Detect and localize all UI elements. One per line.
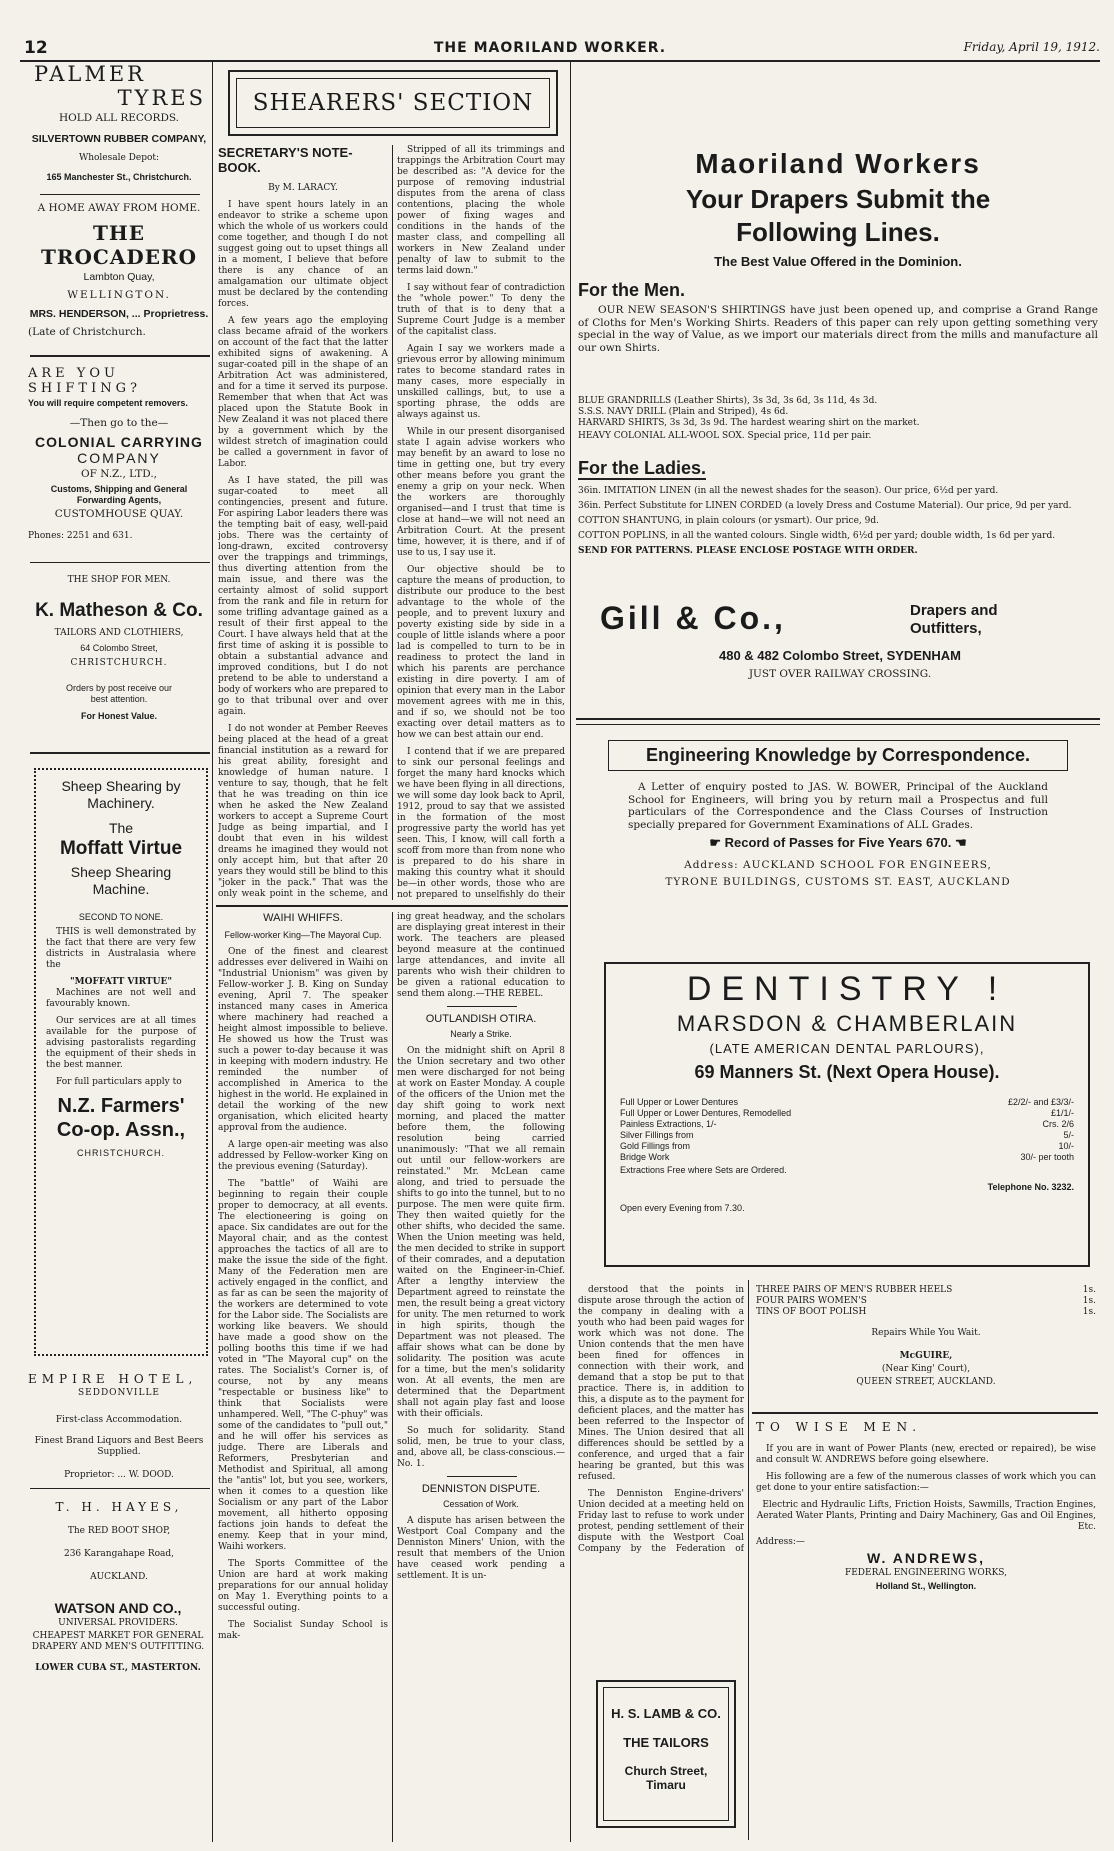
price-row	[620, 1119, 1074, 1130]
colonial-carrying-ad	[28, 366, 210, 556]
empire-line1: First-class Accommodation.	[55, 1415, 183, 1425]
price-row	[620, 1097, 1074, 1108]
price-value: 5/-	[1063, 1130, 1074, 1140]
hayes-ad	[28, 1500, 210, 1590]
maoriland-sub: The Best Value Offered in the Dominion.	[714, 254, 962, 269]
mcguire-ad	[756, 1285, 1096, 1405]
colonial-phones: Phones: 2251 and 631.	[28, 530, 133, 541]
watson-line2: CHEAPEST MARKET FOR GENERAL DRAPERY AND MEN'S OUTFITTING.	[31, 1631, 205, 1652]
otira-para: On the midnight shift on April 8 the Union secretary and two other men were discharged for not being at work on Easter Monday. A couple of the officers of the Union met the day shift going to work next morning, and placed the matter before them, the following resolution being carried unanimously: "That we all remain out until our fellow-workers are reinstated." Mr. McLean came along, and tried to persuade the shifts to go into the tunnel, but to no purpose. The men were quite firm. They then waited quietly for the other shifts, who decided the same. When the Union meeting was held, the men decided to strike in support of their comrades, and a deputation waited on the Engineer-in-Chief. After a lengthy interview the Department agreed to reinstate the men, the result being a great victory for unity. The men returned to work in high spirits, though the Department was not pleased. The affair shows what can be done by solidarity. The position was acute for a time, but the men's solidarity won. At all events, the men are determined that the Department shall not again play fast and loose with their officials.	[397, 1046, 565, 1419]
price-row	[620, 1152, 1074, 1163]
andrews-body3: Electric and Hydraulic Lifts, Friction Hoists, Sawmills, Traction Engines, Aerated Water Plants, Printing and Dairy Machinery, Gas and Oil Engines, Etc.	[756, 1500, 1096, 1532]
dentistry-title: DENTISTRY !	[686, 970, 1008, 1008]
divider	[30, 355, 210, 357]
ladies-item: COTTON POPLINS, in all the wanted colours. Single width, 6½d per yard; double width, 1s 6d per yard.	[578, 531, 1056, 541]
watson-line3: LOWER CUBA ST., MASTERTON.	[35, 1663, 201, 1673]
mcguire-item: TINS OF BOOT POLISH	[756, 1307, 867, 1317]
divider	[30, 562, 210, 563]
moffatt-second: SECOND TO NONE.	[78, 912, 164, 922]
lamb-ad	[596, 1680, 736, 1828]
ladies-item: 36in. IMITATION LINEN (in all the newest shades for the season). Our price, 6½d per yard.	[578, 486, 999, 496]
andrews-works: FEDERAL ENGINEERING WORKS,	[844, 1568, 1007, 1578]
maoriland-headline1: Your Drapers Submit the	[685, 184, 991, 214]
price-value: £1/1/-	[1050, 1108, 1074, 1118]
ladies-item: SEND FOR PATTERNS. PLEASE ENCLOSE POSTAGE WITH ORDER.	[578, 546, 918, 556]
denniston-title: DENNISTON DISPUTE.	[421, 1483, 541, 1495]
price-item: Gold Fillings from	[620, 1141, 691, 1151]
matheson-address: 64 Colombo Street,	[80, 643, 158, 653]
otira-subtitle: Nearly a Strike.	[450, 1029, 512, 1039]
moffatt-line1: Sheep Shearing by Machinery.	[61, 778, 181, 811]
matheson-orders: Orders by post receive our best attention.	[65, 683, 173, 704]
andrews-ad	[756, 1420, 1096, 1840]
engineering-record-text: Record of Passes for Five Years 670.	[724, 835, 952, 850]
men-items	[578, 396, 1098, 454]
divider	[30, 1488, 210, 1489]
waihi-para: One of the finest and clearest addresses ever delivered in Waihi on "Industrial Unionism" was given by Fellow-worker J. B. King on Sunday evening, April 7. The speaker instanced many cases in America where machinery had reached a height almost impossible to believe. He showed us how the Trust was such a power to-day because it was in keeping with modern industry. He reminded the number of accomplished in America to the highest in the world. He explained in detail the working of the new organisation, which elicited hearty approval from the audience.	[218, 947, 388, 1133]
dentistry-free: Extractions Free where Sets are Ordered.	[620, 1165, 787, 1175]
men-item: BLUE GRANDRILLS (Leather Shirts), 3s 3d, 3s 6d, 3s 11d, 4s 3d.	[578, 396, 878, 406]
engineering-title-frame	[608, 740, 1068, 771]
notebook-para: Our objective should be to capture the means of production, to distribute our produce to the best advantage to the whole of the people, and to prevent luxury and poverty existing side by side in a couple of little islands where a poor lad is compelled to turn to be in readiness to protect the land in which his parents are perchance existing in dire poverty. I am of opinion that every man in the Labor movement agrees with me in this, and if so, we should not be too exacting over detail matters as to how we can best attain our end.	[397, 565, 565, 740]
hayes-line1: The RED BOOT SHOP,	[67, 1526, 171, 1536]
mcguire-row	[756, 1285, 1096, 1296]
moffatt-body2: Machines are not well and favourably known.	[46, 988, 196, 1009]
lamb-line2: THE TAILORS	[623, 1735, 709, 1750]
palmer-line2: TYRES	[117, 86, 206, 110]
trocadero-ad	[28, 202, 210, 352]
mcguire-row	[756, 1296, 1096, 1307]
moffatt-nz2: Co-op. Assn.,	[56, 1119, 186, 1141]
gill-address: 480 & 482 Colombo Street, SYDENHAM	[718, 648, 961, 663]
hayes-line3: AUCKLAND.	[90, 1572, 148, 1582]
trocadero-proprietress: MRS. HENDERSON, ... Proprietress.	[29, 307, 209, 320]
column-rule	[570, 62, 571, 1842]
matheson-name: K. Matheson & Co.	[35, 600, 203, 621]
waihi-otira-denniston-right	[397, 912, 565, 1842]
price-item: Full Upper or Lower Dentures, Remodelled	[620, 1108, 792, 1118]
price-row	[620, 1108, 1074, 1119]
pointing-hand-icon: ☚	[951, 835, 967, 850]
price-row	[620, 1130, 1074, 1141]
denniston-subtitle: Cessation of Work.	[443, 1499, 519, 1509]
engineering-address2: TYRONE BUILDINGS, CUSTOMS ST. EAST, AUCKLAND	[665, 875, 1011, 888]
dentistry-telephone: Telephone No. 3232.	[987, 1182, 1074, 1192]
watson-line1: UNIVERSAL PROVIDERS.	[58, 1618, 178, 1628]
notebook-para: As I have stated, the pill was sugar-coated to meet all contingencies, present and future. For aspiring Labor leaders there was the tempting bait of easy, well-paid jobs. There was the certainty of long-drawn, excited controversy over the trappings and trimmings, thus diverting attention from the main issue, and there was the certainty almost of solid support from the rank and file in return for some trifling advantage gained as a result of their first appeal to the Court. I have always held that at the first time of asking it is possible to obtain a substantial advance and improved conditions, but I do not pretend to be able to understand a body of workers who are prepared to go to that tribunal over and over again.	[218, 476, 388, 717]
gill-trade2: Outfitters,	[910, 620, 982, 637]
shearers-banner: SHEARERS' SECTION	[236, 78, 550, 128]
palmer-line4: SILVERTOWN RUBBER COMPANY,	[31, 132, 207, 145]
secretary-notebook-left	[218, 145, 388, 900]
moffatt-body1: THIS is well demonstrated by the fact that there are very few districts in Australasia where the	[46, 927, 196, 970]
palmer-line5: Wholesale Depot:	[78, 153, 160, 163]
notebook-para: A few years ago the employing class became afraid of the workers on account of the fact that the latter exhibited signs of awakening. A sugar-coated pill in the shape of an Arbitration Act was administered, and for a time it served its purpose. Remember that when that Act was placed upon the Statute Book in New Zealand it was not placed there by a government which by the wildest stretch of imagination could be called a government in favor of Labor.	[218, 316, 388, 469]
notebook-para: While in our present disorganised state I again advise workers who may benefit by an award to lose no time in getting one, but try every other means before you grant the enemy a grip on your neck. When the workers are thoroughly organised—and I trust that time is close at hand—we will not need an Arbitration Court. At the present time, however, it is there, and if of use to us, I say use it.	[397, 427, 565, 558]
ladies-items	[578, 486, 1098, 596]
lamb-line1: H. S. LAMB & CO.	[611, 1706, 721, 1721]
column-rule	[748, 1280, 749, 1840]
pointing-hand-icon: ☛	[709, 835, 725, 850]
trocadero-address1: Lambton Quay,	[83, 270, 155, 283]
notebook-para: Again I say we workers made a grievous error by allowing minimum rates to become standard rates in many cases, more especially in unskilled callings, but, to use a sporting phrase, the odds are always against us.	[397, 344, 565, 420]
mcguire-item: THREE PAIRS OF MEN'S RUBBER HEELS	[756, 1285, 953, 1295]
andrews-name: W. ANDREWS,	[867, 1550, 985, 1566]
empire-place: SEDDONVILLE	[78, 1388, 160, 1398]
watson-ad	[24, 1600, 212, 1700]
divider	[447, 1476, 517, 1477]
shifting-then: —Then go to the—	[69, 417, 169, 429]
engineering-body: A Letter of enquiry posted to JAS. W. BOWER, Principal of the Auckland School for Engineers, will bring you by return mail a Prospectus and full particulars of the Correspondence and the Class Courses of Instruction specially prepared for Government Examinations of ALL Grades.	[628, 781, 1048, 831]
colonial-quay: CUSTOMHOUSE QUAY.	[54, 508, 184, 520]
mcguire-place: (Near King' Court),	[881, 1364, 971, 1374]
divider	[576, 724, 1100, 725]
price-item: Bridge Work	[620, 1152, 670, 1162]
price-item: Full Upper or Lower Dentures	[620, 1097, 739, 1107]
maoriland-headline2: Following Lines.	[736, 217, 940, 247]
denniston-para: The Denniston Engine-drivers' Union decided at a meeting held on Friday last to refuse to work under protest, pending settlement of their dispute with the Westport Coal Company by the Federation of	[578, 1489, 744, 1554]
mcguire-name: McGUIRE,	[899, 1351, 953, 1361]
men-item: S.S.S. NAVY DRILL (Plain and Striped), 4s 6d.	[578, 407, 789, 417]
price-item: Painless Extractions, 1/-	[620, 1119, 717, 1129]
andrews-street: Holland St., Wellington.	[875, 1581, 977, 1591]
otira-para: So much for solidarity. Stand solid, men, be true to your class, and, above all, be class-conscious.—No. 1.	[397, 1426, 565, 1469]
divider	[216, 905, 568, 907]
moffatt-body4: For full particulars apply to	[56, 1077, 182, 1087]
lamb-inner-frame	[603, 1687, 729, 1821]
dentistry-hours: Open every Evening from 7.30.	[620, 1203, 745, 1213]
empire-line2: Finest Brand Liquors and Best Beers Supplied.	[34, 1436, 204, 1457]
waihi-whiffs-left	[218, 912, 388, 1842]
shifting-sub: You will require competent removers.	[28, 398, 188, 408]
notebook-para: I say without fear of contradiction the "whole power." To deny the truth of that is to deny that a Supreme Court Judge is a member of the capitalist class.	[397, 283, 565, 337]
notebook-byline: By M. LARACY.	[268, 183, 338, 193]
colonial-name1: COLONIAL CARRYING	[35, 433, 203, 450]
moffatt-body3: Our services are at all times available for the purpose of advising pastoralists regarding the equipment of their sheds in the best manner.	[46, 1016, 196, 1070]
waihi-subtitle: Fellow-worker King—The Mayoral Cup.	[224, 930, 382, 940]
denniston-right	[578, 1285, 744, 1555]
palmer-line6: 165 Manchester St., Christchurch.	[46, 172, 192, 182]
colonial-services: Customs, Shipping and General Forwarding Agents,	[50, 484, 188, 505]
price-row	[620, 1141, 1074, 1152]
gill-name: Gill & Co.,	[600, 600, 786, 636]
mcguire-repairs: Repairs While You Wait.	[871, 1328, 981, 1338]
hayes-name: T. H. HAYES,	[55, 1500, 183, 1514]
engineering-ad	[578, 740, 1098, 950]
waihi-title: WAIHI WHIFFS.	[263, 912, 343, 924]
dentistry-firm: MARSDON & CHAMBERLAIN	[676, 1011, 1018, 1036]
otira-title: OUTLANDISH OTIRA.	[425, 1013, 537, 1025]
mcguire-street: QUEEN STREET, AUCKLAND.	[856, 1377, 996, 1387]
maoriland-brand: Maoriland Workers	[695, 148, 981, 179]
waihi-para: ing great headway, and the scholars are displaying great interest in their work. The teachers are pleased beyond measure at the continued large attendances, and invite all parents who wish their children to be given a rational education to send them along.—THE REBEL.	[397, 912, 565, 999]
andrews-body1: If you are in want of Power Plants (new, erected or repaired), be wise and consult W. ANDREWS before going elsewhere.	[756, 1444, 1096, 1465]
waihi-para: A large open-air meeting was also addressed by Fellow-worker King on the previous evening (Saturday).	[218, 1140, 388, 1172]
andrews-title: TO WISE MEN.	[756, 1420, 923, 1434]
column-rule	[392, 145, 393, 900]
empire-line3: Proprietor: ... W. DOOD.	[64, 1470, 174, 1480]
gill-trade1: Drapers and	[910, 602, 998, 619]
moffatt-virtue-ad	[34, 768, 208, 1356]
hayes-line2: 236 Karangahape Road,	[63, 1549, 174, 1559]
matheson-city: CHRISTCHURCH.	[70, 658, 168, 668]
price-value: 30/- per tooth	[1020, 1152, 1074, 1162]
price-value: Crs. 2/6	[1042, 1119, 1074, 1129]
divider	[30, 752, 210, 754]
empire-name: EMPIRE HOTEL,	[28, 1372, 198, 1386]
men-item: HARVARD SHIRTS, 3s 3d, 3s 9d. The hardest wearing shirt on the market.	[578, 418, 920, 428]
dentistry-price-list	[620, 1097, 1074, 1214]
divider	[40, 194, 200, 195]
mcguire-price: 1s.	[1082, 1285, 1096, 1295]
men-section	[578, 304, 1098, 394]
ladies-title: For the Ladies.	[578, 458, 707, 478]
divider	[447, 1006, 517, 1007]
price-value: 10/-	[1058, 1141, 1074, 1151]
moffatt-city: CHRISTCHURCH.	[77, 1148, 165, 1158]
gill-name-wrap	[600, 600, 900, 642]
men-title: For the Men.	[578, 280, 685, 300]
palmer-line1: PALMER	[34, 62, 146, 86]
moffatt-line4: Sheep Shearing Machine.	[70, 864, 172, 897]
gill-trade	[910, 602, 1100, 642]
mcguire-item: FOUR PAIRS WOMEN'S	[756, 1296, 867, 1306]
colonial-name3: OF N.Z., LTD.,	[80, 467, 158, 480]
waihi-para: The Socialist Sunday School is mak-	[218, 1620, 388, 1641]
denniston-para: A dispute has arisen between the Westport Coal Company and the Denniston Miners' Union, with the result that members of the Union have ceased work pending a settlement. It is un-	[397, 1516, 565, 1581]
price-item: Silver Fillings from	[620, 1130, 694, 1140]
dentistry-address: 69 Manners St. (Next Opera House).	[694, 1062, 1000, 1082]
lamb-line3: Church Street, Timaru	[624, 1764, 708, 1792]
page-number: 12	[24, 38, 48, 58]
gill-note: JUST OVER RAILWAY CROSSING.	[748, 668, 932, 680]
men-intro: OUR NEW SEASON'S SHIRTINGS have just been opened up, and comprise a Grand Range of Cloths for Men's Working Shirts. Readers of this paper can rely upon getting something very special in the way of Value, as we import our materials direct from the mills and manufacture all our own Shirts.	[578, 304, 1098, 354]
price-value: £2/2/- and £3/3/-	[1007, 1097, 1074, 1107]
colonial-name2: COMPANY	[77, 449, 161, 466]
notebook-para: I contend that if we are prepared to sink our personal feelings and forget the many hard knocks which we have been flying in all directions, we will some day look back to April, 1912, proud to say that we assisted in the formation of the most progressive party the world has yet seen. This, I know, will call forth a scoff from more than from none who is prepared to do his share in making this country what it should be—in other words, those who are not prepared to unselfishly do their	[397, 747, 565, 900]
trocadero-address2: WELLINGTON.	[67, 289, 171, 301]
ladies-title-wrap	[578, 458, 1098, 480]
men-title-wrap	[578, 280, 1098, 300]
column-rule	[212, 62, 213, 1842]
matheson-ad	[28, 575, 210, 745]
engineering-record	[578, 835, 1098, 851]
mcguire-row	[756, 1307, 1096, 1318]
trocadero-name: THE TROCADERO	[41, 220, 197, 269]
divider	[576, 718, 1100, 720]
andrews-address-label: Address:—	[756, 1537, 805, 1547]
men-item: HEAVY COLONIAL ALL-WOOL SOX. Special price, 11d per pair.	[578, 431, 872, 441]
paper-title: THE MAORILAND WORKER.	[433, 40, 667, 56]
mcguire-price: 1s.	[1082, 1307, 1096, 1317]
secretary-notebook-right	[397, 145, 565, 900]
empire-hotel-ad	[28, 1372, 210, 1482]
mcguire-price: 1s.	[1082, 1296, 1096, 1306]
notebook-para: I do not wonder at Pember Reeves being placed at the head of a great financial institution as a reward for his great ability, foresight and knowledge of human nature. I venture to say, though, that he felt that he was treading on thin ice when he asked the New Zealand workers to accept a Supreme Court Judge as being impartial, and I doubt that even in his wildest dreams he imagined they would not only accept him, but that after 20 years they would still be blind to this "joker in the pack." That was the only weak point in the scheme, and	[218, 724, 388, 899]
divider	[752, 1412, 1098, 1414]
dentistry-late: (LATE AMERICAN DENTAL PARLOURS),	[709, 1041, 985, 1056]
moffatt-quote: "MOFFATT VIRTUE"	[69, 977, 173, 987]
trocadero-note: (Late of Christchurch.	[28, 326, 146, 338]
matheson-tagline: THE SHOP FOR MEN.	[67, 575, 171, 585]
matheson-value: For Honest Value.	[80, 711, 158, 721]
ladies-item: 36in. Perfect Substitute for LINEN CORDED (a lovely Dress and Costume Material). Our price, 9d per yard.	[578, 501, 1072, 511]
moffatt-nz1: N.Z. Farmers'	[57, 1095, 185, 1117]
palmer-line3: HOLD ALL RECORDS.	[58, 112, 180, 124]
shearers-banner-frame	[228, 70, 558, 136]
matheson-trade: TAILORS AND CLOTHIERS,	[54, 628, 184, 638]
column-rule	[392, 912, 393, 1842]
engineering-address1: Address: AUCKLAND SCHOOL FOR ENGINEERS,	[684, 859, 992, 871]
moffatt-line2: The	[108, 820, 134, 836]
andrews-body2: His following are a few of the numerous classes of work which you can get done to your entire satisfaction:—	[756, 1472, 1096, 1493]
moffatt-line3: Moffatt Virtue	[59, 838, 183, 859]
shifting-headline: ARE YOU SHIFTING?	[28, 366, 141, 396]
waihi-para: The "battle" of Waihi are beginning to regain their couple proper to democracy, at all events. The electioneering is going on apace. Six candidates are out for the Mayoral chair, and as the contest approaches the tactics of all are to make the issue the side of the fight. Many of the Federation men are actively engaged in the conflict, and as far as can be seen the majority of the workers are determined to vote for the Labor side. The Socialists are working like beavers. We should have made a good show on the polling booths this time if we had voted in "The Mayoral cup" on the rates. The Socialist's Corner is, of course, not by any means "respectable or business like" to think that Socialists were unhampered. Well, "The C-phuy" was some of the candidates to "pull out," and he will offer his services as judge. There are Liberals and Reformers, Presbyterian and Methodist and Spiritual, all among the "antis" lot, but you see, workers, when it comes to a question like Socialism or any part of the Labor movement, all hitherto opposing factions join hands to defeat the enemy. Keep that in your mind, Waihi workers.	[218, 1179, 388, 1552]
ladies-item: COTTON SHANTUNG, in plain colours (or ysmart). Our price, 9d.	[578, 516, 879, 526]
palmer-tyres-ad	[28, 62, 210, 187]
watson-name: WATSON AND CO.,	[54, 1600, 182, 1616]
notebook-para: Stripped of all its trimmings and trappings the Arbitration Court may be described as: "A device for the purpose of removing industrial disputes from the arena of class contentions, placing the whole power of fixing wages and conditions in the hands of the master class, and compelling all workers in New Zealand under penalty of law to submit to the terms laid down."	[397, 145, 565, 276]
waihi-para: The Sports Committee of the Union are hard at work making preparations for our annual holiday on May 1. Everything points to a successful outing.	[218, 1559, 388, 1613]
issue-date: Friday, April 19, 1912.	[963, 40, 1100, 54]
denniston-para: derstood that the points in dispute arose through the action of the company in dealing with a youth who had been paid wages for work which was not done. The Union contends that the men have been fined for offences in connection with their work, and demand that a stop be put to that practice. There is, in addition to this, a dispute as to the payment for deficient places, and the matter has been referred to the Inspector of Mines. The Union desired that all differences should be settled by a conference, and urged that a fair hearing be granted, but this was refused.	[578, 1285, 744, 1482]
notebook-para: I have spent hours lately in an endeavor to strike a scheme upon which the whole of us workers could come together, and though I do not suggest going out to upset things all in a moment, I believe that before there is any chance of an amalgamation our ultimate object must be declared by the contending forces.	[218, 200, 388, 309]
notebook-title: SECRETARY'S NOTE-BOOK.	[218, 145, 353, 175]
dentistry-ad	[604, 962, 1090, 1267]
trocadero-tagline: A HOME AWAY FROM HOME.	[37, 202, 201, 214]
engineering-title: Engineering Knowledge by Correspondence.	[645, 745, 1031, 765]
